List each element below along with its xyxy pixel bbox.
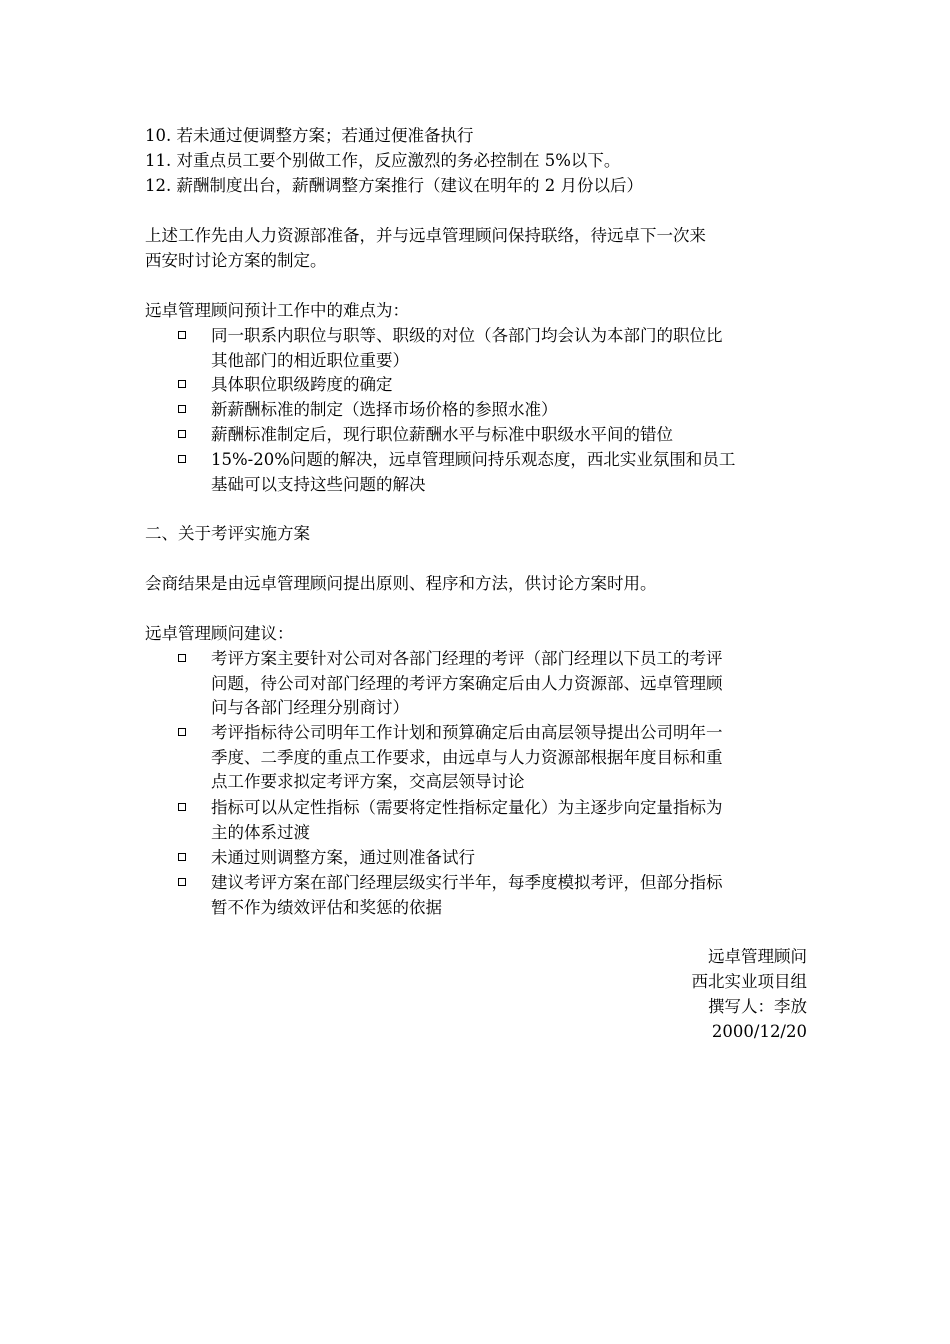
- list-item-text: 考评方案主要针对公司对各部门经理的考评（部门经理以下员工的考评: [211, 649, 723, 668]
- list-item-text: 暂不作为绩效评估和奖惩的依据: [211, 897, 442, 917]
- signature-author: 撰写人：李放: [708, 997, 807, 1016]
- list-item-text: 建议考评方案在部门经理层级实行半年，每季度模拟考评，但部分指标: [211, 873, 723, 892]
- checkbox-bullet-icon: [178, 380, 186, 388]
- difficulties-heading: 远卓管理顾问预计工作中的难点为：: [145, 301, 409, 320]
- list-item-text: 主的体系过渡: [211, 822, 310, 842]
- signature-date: 2000/12/20: [711, 1022, 807, 1041]
- paragraph-line: 西安时讨论方案的制定。: [145, 251, 327, 270]
- suggestions-heading: 远卓管理顾问建议：: [145, 624, 294, 643]
- list-item-text: 具体职位职级跨度的确定: [211, 375, 393, 394]
- list-item-text: 点工作要求拟定考评方案，交高层领导讨论: [211, 772, 525, 791]
- numbered-item-11: 11. 对重点员工要个别做工作，反应激烈的务必控制在 5%以下。: [145, 151, 621, 170]
- signature-company: 远卓管理顾问: [708, 947, 807, 966]
- list-item-text: 其他部门的相近职位重要）: [211, 350, 409, 370]
- checkbox-bullet-icon: [178, 803, 186, 811]
- section-title: 二、关于考评实施方案: [145, 524, 310, 543]
- checkbox-bullet-icon: [178, 878, 186, 886]
- list-item-text: 指标可以从定性指标（需要将定性指标定量化）为主逐步向定量指标为: [211, 798, 723, 817]
- list-item-text: 问题，待公司对部门经理的考评方案确定后由人力资源部、远卓管理顾: [211, 673, 723, 693]
- list-item-text: 同一职系内职位与职等、职级的对位（各部门均会认为本部门的职位比: [211, 326, 723, 345]
- checkbox-bullet-icon: [178, 654, 186, 662]
- checkbox-bullet-icon: [178, 853, 186, 861]
- signature-group: 西北实业项目组: [691, 972, 807, 991]
- list-item-text: 未通过则调整方案，通过则准备试行: [211, 848, 475, 867]
- list-item-text: 基础可以支持这些问题的解决: [211, 474, 426, 494]
- list-item-text: 新薪酬标准的制定（选择市场价格的参照水准）: [211, 400, 558, 419]
- checkbox-bullet-icon: [178, 331, 186, 339]
- list-item-text: 考评指标待公司明年工作计划和预算确定后由高层领导提出公司明年一: [211, 723, 723, 742]
- checkbox-bullet-icon: [178, 455, 186, 463]
- numbered-item-12: 12. 薪酬制度出台，薪酬调整方案推行（建议在明年的 2 月份以后）: [145, 176, 643, 195]
- list-item-text: 季度、二季度的重点工作要求，由远卓与人力资源部根据年度目标和重: [211, 747, 723, 767]
- checkbox-bullet-icon: [178, 430, 186, 438]
- list-item-text: 薪酬标准制定后，现行职位薪酬水平与标准中职级水平间的错位: [211, 425, 673, 444]
- list-item-text: 问与各部门经理分别商讨）: [211, 698, 409, 717]
- checkbox-bullet-icon: [178, 728, 186, 736]
- paragraph-line: 上述工作先由人力资源部准备，并与远卓管理顾问保持联络，待远卓下一次来: [145, 226, 706, 245]
- section-summary: 会商结果是由远卓管理顾问提出原则、程序和方法，供讨论方案时用。: [145, 574, 657, 593]
- checkbox-bullet-icon: [178, 405, 186, 413]
- numbered-item-10: 10. 若未通过便调整方案；若通过便准备执行: [145, 126, 474, 145]
- list-item-text: 15%-20%问题的解决，远卓管理顾问持乐观态度，西北实业氛围和员工: [211, 450, 736, 469]
